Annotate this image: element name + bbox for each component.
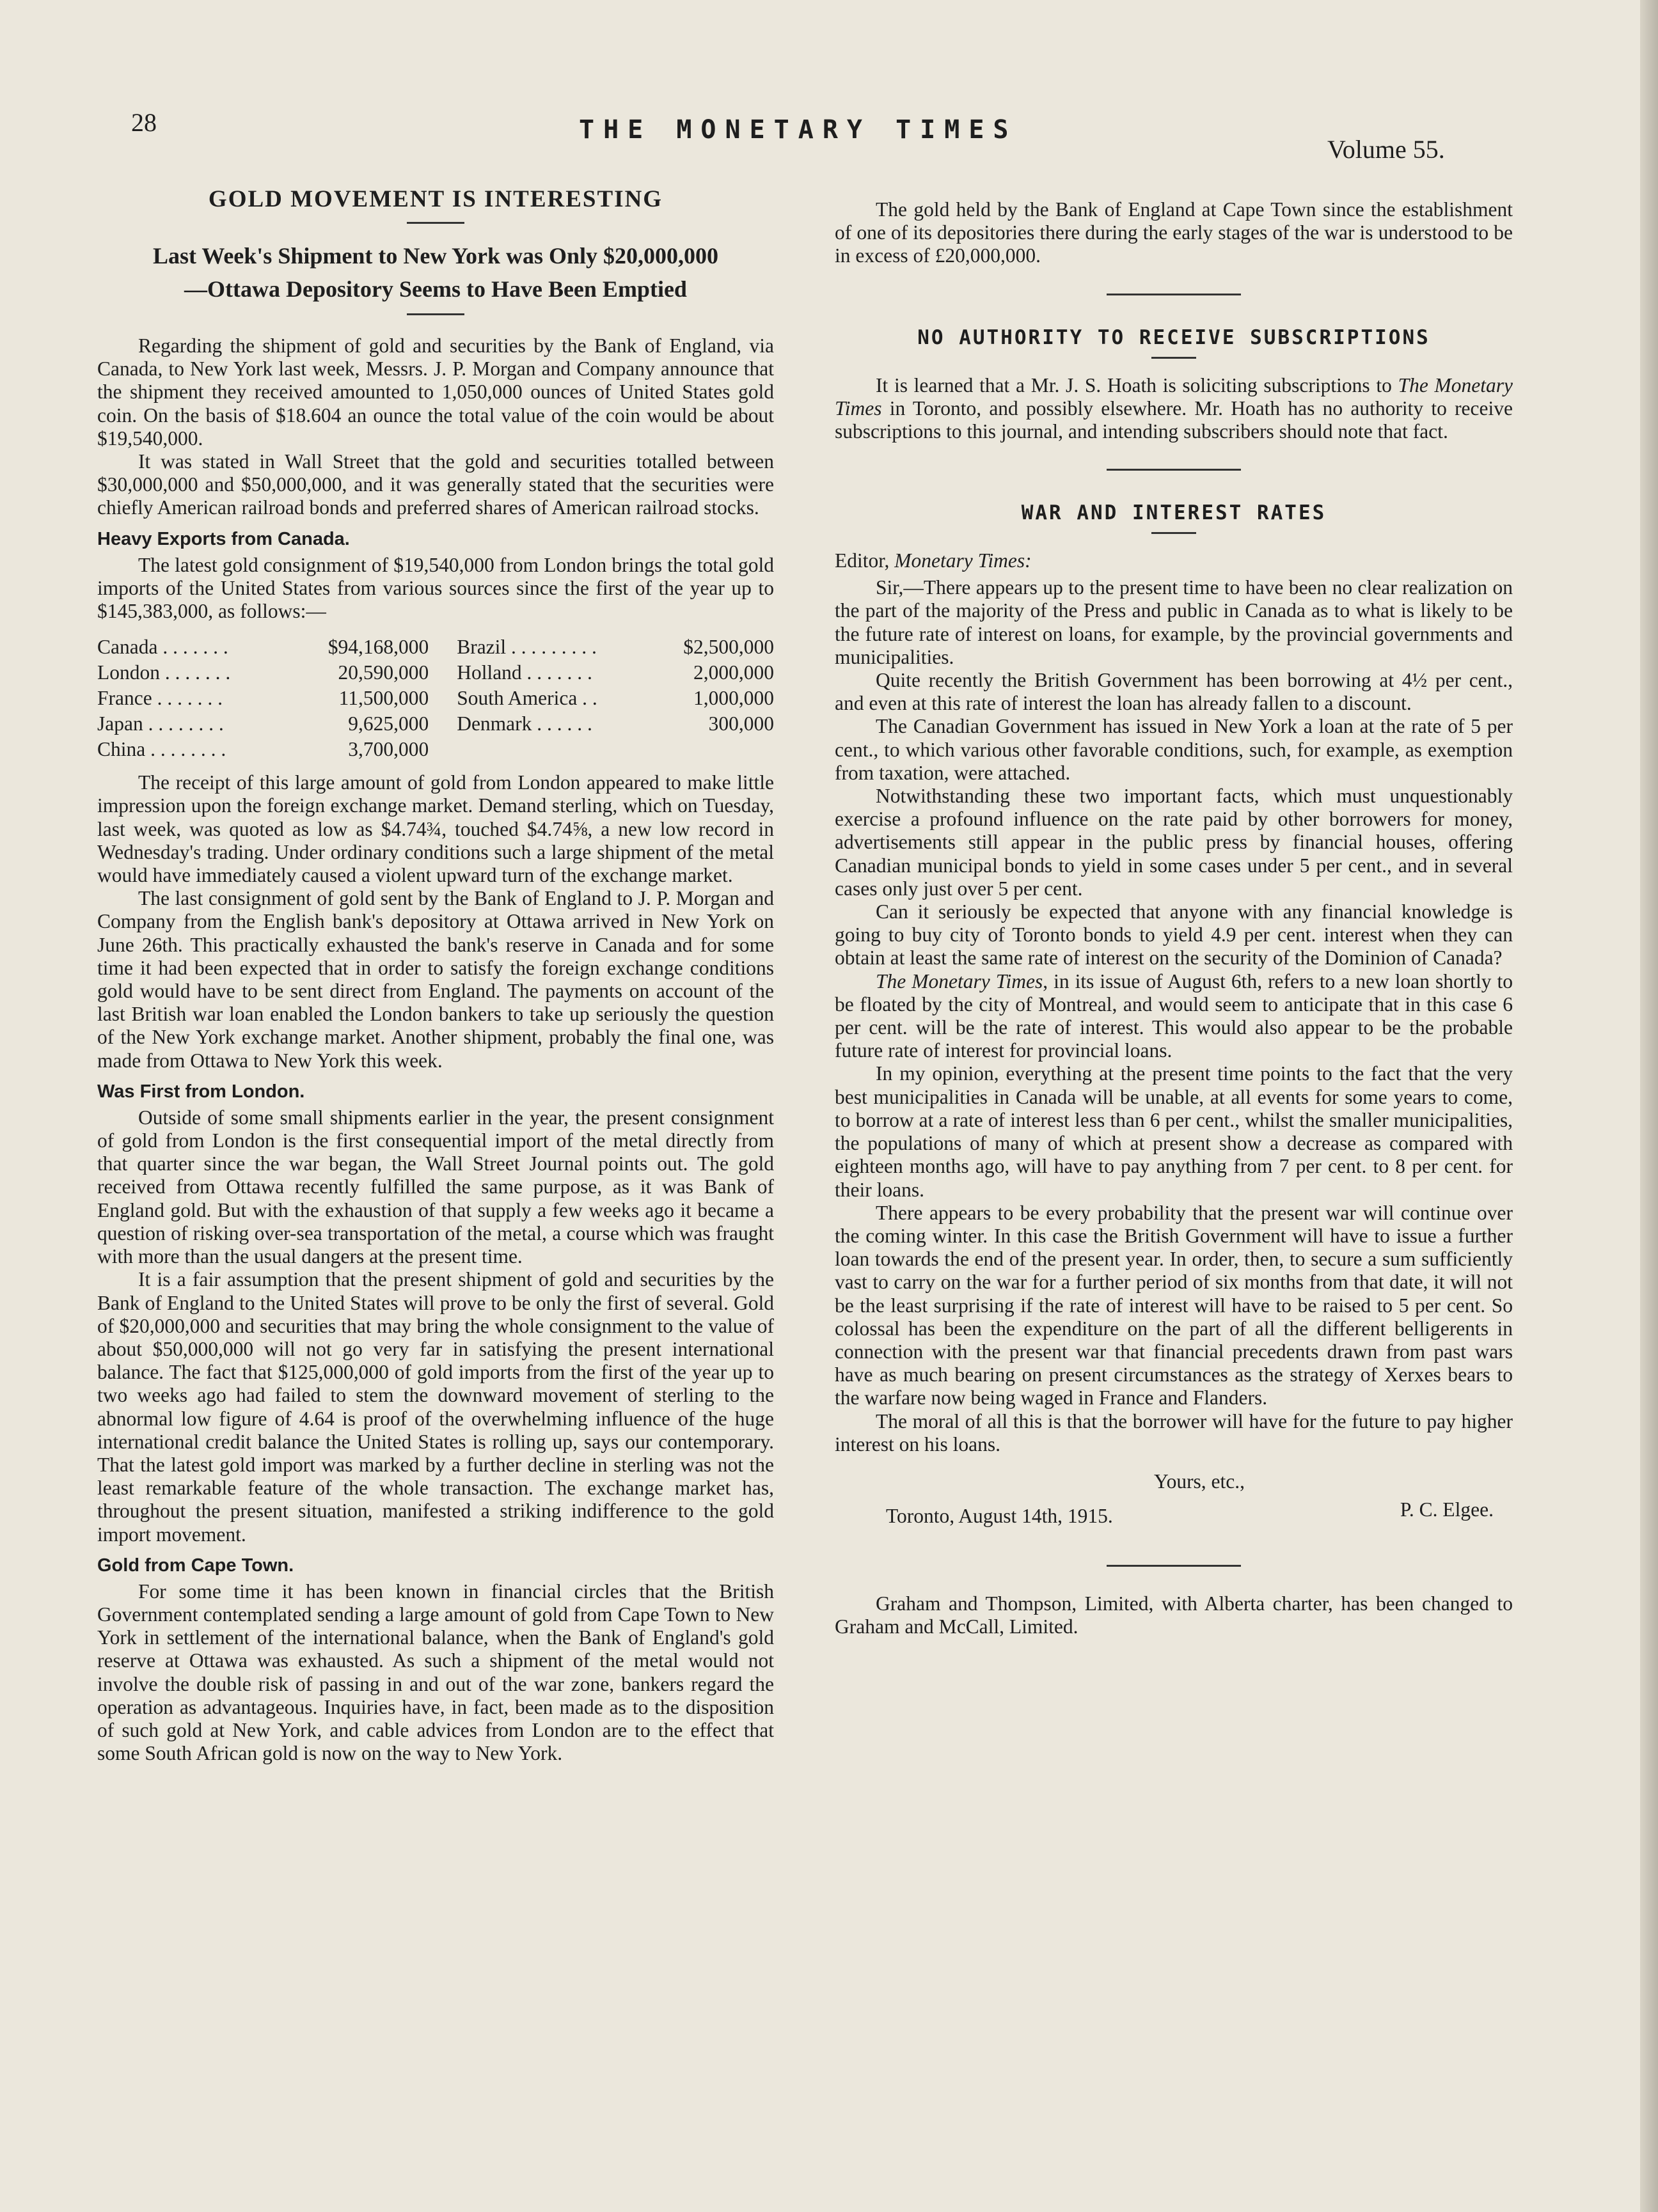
- gold-imports-table: [97, 634, 774, 762]
- signature: P. C. Elgee.: [1400, 1498, 1494, 1521]
- table-cell: $94,168,000: [328, 636, 429, 659]
- divider: [407, 313, 464, 315]
- authority-article-title: NO AUTHORITY TO RECEIVE SUBSCRIPTIONS: [917, 326, 1430, 349]
- running-title: THE MONETARY TIMES: [579, 115, 1018, 145]
- table-cell: 11,500,000: [338, 687, 429, 710]
- salutation: [835, 549, 1513, 572]
- table-cell: 300,000: [708, 712, 774, 735]
- subheading: Was First from London.: [97, 1081, 305, 1102]
- signature-row: [835, 1498, 1513, 1537]
- publication-name: The Monetary Times: [835, 373, 1513, 420]
- divider: [1107, 469, 1241, 471]
- interest-article-title: WAR AND INTEREST RATES: [1021, 501, 1327, 525]
- text-run: in Toronto, and possibly elsewhere. Mr. Hoath has no authority to receive subscriptions to this journal, and intending subscribers should note that fact.: [835, 396, 1513, 443]
- table-cell: Canada . . . . . . .: [97, 636, 228, 659]
- subheading: Gold from Cape Town.: [97, 1555, 294, 1576]
- paragraph: [835, 374, 1513, 444]
- table-cell: [650, 737, 775, 762]
- paragraph: In my opinion, everything at the present time points to the fact that the very best municipalities in Canada will be unable, at all events for some years to come, to borrow at a rate of interest less than 6 per cent., whilst the smaller municipalities, the populations of many of which at present show a decrease as compared with eighteen months ago, will have to pay anything from 7 per cent. to 8 per cent. for their loans.: [835, 1062, 1513, 1201]
- right-column: [835, 198, 1513, 1638]
- text-run: It is learned that a Mr. J. S. Hoath is soliciting subscriptions to: [876, 373, 1398, 396]
- divider: [1151, 532, 1196, 534]
- left-column: [97, 185, 774, 1765]
- subheading: Heavy Exports from Canada.: [97, 528, 350, 549]
- publication-name: The Monetary Times: [876, 969, 1043, 992]
- table-row: [97, 711, 774, 737]
- text-run: Editor,: [835, 549, 895, 572]
- table-cell: Brazil . . . . . . . . .: [457, 636, 597, 659]
- paragraph: The latest gold consignment of $19,540,000 from London brings the total gold imports of the United States from various sources since the first of the year up to $145,383,000, as follows:—: [97, 553, 774, 623]
- divider: [1107, 1565, 1241, 1567]
- page-edge: [1640, 0, 1658, 2212]
- letter-closing: Yours, etc.,: [1153, 1470, 1245, 1493]
- paragraph: There appears to be every probability that the present war will continue over the coming winter. In this case the British Government will have to issue a further loan towards the end of the present year. In order, then, to secure a sum sufficiently vast to carry on the war for a further period of six months from that date, it will not be the least surprising if the rate of interest will have to be raised to 5 per cent. So colossal has been the expenditure on the part of all the different belligerents in connection with the present war that financial precedents drawn from past wars have as much bearing on present circumstances as the strategy of Xerxes bears to the warfare now being waged in France and Flanders.: [835, 1201, 1513, 1409]
- paragraph: Regarding the shipment of gold and securities by the Bank of England, via Canada, to New York last week, Messrs. J. P. Morgan and Company announce that the shipment they received amounted to 1,050,000 ounces of United States gold coin. On the basis of $18.604 an ounce the total value of the coin would be about $19,540,000.: [97, 334, 774, 450]
- gold-article-deck-1: Last Week's Shipment to New York was Only $20,000,000: [152, 243, 719, 269]
- publication-name: Monetary Times:: [894, 549, 1032, 572]
- page-number: 28: [131, 108, 157, 137]
- place-date: Toronto, August 14th, 1915.: [886, 1504, 1113, 1527]
- paragraph: Can it seriously be expected that anyone with any financial knowledge is going to buy city of Toronto bonds to yield 4.9 per cent. interest when they can obtain at least the same rate of interest on the security of the Dominion of Canada?: [835, 900, 1513, 969]
- paragraph: The receipt of this large amount of gold from London appeared to make little impression upon the foreign exchange market. Demand sterling, which on Tuesday, last week, was quoted as low as $4.74¾, touched $4.74⅝, a new low record in Wednesday's trading. Under ordinary conditions such a large shipment of the metal would have immediately caused a violent upward turn of the exchange market.: [97, 771, 774, 887]
- table-row: [97, 686, 774, 711]
- table-cell: $2,500,000: [683, 636, 774, 659]
- divider: [1151, 357, 1196, 359]
- paragraph: The last consignment of gold sent by the Bank of England to J. P. Morgan and Company from the English bank's depository at Ottawa arrived in New York on June 26th. This practically exhausted the bank's reserve in Canada and for some time it had been expected that in order to satisfy the foreign exchange conditions gold would have to be sent direct from England. The payments on account of the last British war loan enabled the London bankers to take up seriously the question of the New York exchange market. Another shipment, probably the final one, was made from Ottawa to New York this week.: [97, 887, 774, 1072]
- gold-article-deck-2: —Ottawa Depository Seems to Have Been Emptied: [184, 276, 687, 302]
- table-row: [97, 634, 774, 660]
- gold-article-title: GOLD MOVEMENT IS INTERESTING: [208, 186, 663, 212]
- paragraph: It was stated in Wall Street that the gold and securities totalled between $30,000,000 and $50,000,000, and it was generally stated that the securities were chiefly American railroad bonds and preferred shares of American railroad stocks.: [97, 450, 774, 519]
- table-cell: China . . . . . . . .: [97, 738, 226, 761]
- table-cell: [457, 737, 649, 762]
- paragraph: [835, 970, 1513, 1063]
- table-cell: France . . . . . . .: [97, 687, 223, 710]
- paragraph: Sir,—There appears up to the present time to have been no clear realization on the part of the majority of the Press and public in Canada as to what is likely to be the future rate of interest on loans, for example, by the provincial governments and municipalities.: [835, 576, 1513, 668]
- table-cell: 9,625,000: [348, 712, 429, 735]
- table-cell: 3,700,000: [348, 738, 429, 761]
- paragraph: The Canadian Government has issued in New York a loan at the rate of 5 per cent., to which various other favorable conditions, such, for example, as exemption from taxation, were attached.: [835, 715, 1513, 784]
- table-cell: London . . . . . . .: [97, 661, 231, 684]
- table-cell: Japan . . . . . . . .: [97, 712, 224, 735]
- volume-label: Volume 55.: [1327, 135, 1445, 164]
- paragraph: It is a fair assumption that the present shipment of gold and securities by the Bank of England to the United States will prove to be only the first of several. Gold of $20,000,000 and securities that may bring the whole consignment to the value of about $50,000,000 will not go very far in satisfying the present international balance. The fact that $125,000,000 of gold imports from the first of the year up to two weeks ago had failed to stem the downward movement of sterling to the abnormal low figure of 4.64 is proof of the overwhelming influence of the huge international credit balance the United States is rolling up, says our contemporary. That the latest gold import was marked by a further decline in sterling was not the least remarkable feature of the whole transaction. The exchange market has, throughout the present situation, manifested a striking indifference to the gold import movement.: [97, 1268, 774, 1546]
- table-cell: 1,000,000: [693, 687, 774, 710]
- paragraph: The moral of all this is that the borrower will have for the future to pay higher interest on his loans.: [835, 1409, 1513, 1455]
- table-cell: Denmark . . . . . .: [457, 712, 592, 735]
- paragraph: For some time it has been known in financial circles that the British Government contemplated sending a large amount of gold from Cape Town to New York in settlement of the international balance, when the Bank of England's gold reserve at Ottawa was exhausted. As such a shipment of the metal would not involve the double risk of passing in and out of the war zone, bankers regard the operation as advantageous. Inquiries have, in fact, been made as to the disposition of such gold at New York, and cable advices from London are to the effect that some South African gold is now on the way to New York.: [97, 1580, 774, 1765]
- notice-graham: Graham and Thompson, Limited, with Alberta charter, has been changed to Graham and McCall, Limited.: [835, 1592, 1513, 1638]
- text-run: , in its issue of August 6th, refers to a new loan shortly to be floated by the city of Montreal, and would seem to anticipate that in this case 6 per cent. will be the rate of interest. This would also appear to be the probable future rate of interest for provincial loans.: [835, 969, 1513, 1062]
- paragraph: Quite recently the British Government has been borrowing at 4½ per cent., and even at this rate of interest the loan has already fallen to a discount.: [835, 669, 1513, 715]
- table-row: [97, 737, 774, 762]
- divider: [1107, 294, 1241, 295]
- table-row: [97, 660, 774, 686]
- paragraph: Notwithstanding these two important facts, which must unquestionably exercise a profound influence on the rate paid by other borrowers for money, advertisements still appear in the public press by financial houses, offering Canadian municipal bonds to yield in some cases under 5 per cent., and in several cases only just over 5 per cent.: [835, 785, 1513, 900]
- paragraph: The gold held by the Bank of England at Cape Town since the establishment of one of its depositories there during the early stages of the war is understood to be in excess of £20,000,000.: [835, 198, 1513, 267]
- divider: [407, 222, 464, 224]
- table-cell: 2,000,000: [693, 661, 774, 684]
- table-cell: Holland . . . . . . .: [457, 661, 592, 684]
- paragraph: Outside of some small shipments earlier in the year, the present consignment of gold from London is the first consequential import of the metal directly from that quarter since the war began, the Wall Street Journal points out. The gold received from Ottawa recently fulfilled the same purpose, as it was Bank of England gold. But with the exhaustion of that supply a few weeks ago it became a question of risking over-sea transportation of the metal, a course which was fraught with more than the usual dangers at the present time.: [97, 1106, 774, 1268]
- table-cell: South America . .: [457, 687, 597, 710]
- table-cell: 20,590,000: [338, 661, 429, 684]
